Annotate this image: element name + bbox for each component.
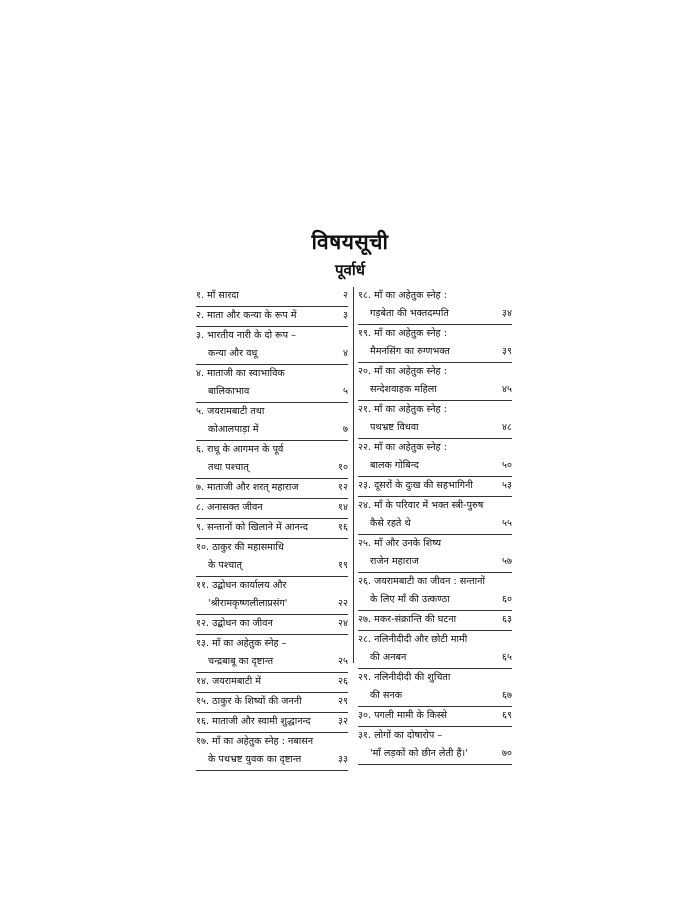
toc-page-number: ५७ [502,556,512,567]
toc-entry-line [358,497,512,515]
toc-page-number: ६९ [502,710,512,721]
toc-entry-text: बालिकाभाव [208,386,250,397]
toc-entry [196,615,348,635]
toc-entry [196,539,348,577]
toc-entry [196,307,348,327]
toc-entry-text: १३. माँ का अहेतुक स्नेह – [196,638,287,649]
toc-entry-line [196,499,348,517]
toc-entry-line [196,519,348,537]
toc-page-number: ३३ [338,754,348,765]
toc-entry-text: १०. ठाकुर की महासमाधि [196,542,284,553]
toc-page-number: ४ [343,348,348,359]
toc-entry-line [358,439,512,457]
toc-entry-line [358,669,512,687]
toc-entry-text: ३०. पगली मामी के किस्से [358,710,448,721]
toc-entry [358,325,512,363]
toc-page-number: ३२ [338,716,348,727]
toc-entry-text: चन्द्रबाबू का दृष्टान्त [208,656,274,667]
toc-entry [358,707,512,727]
toc-entry-text: २१. माँ का अहेतुक स्नेह : [358,404,447,415]
toc-page-number: १४ [338,502,348,513]
toc-entry-text: कन्या और वधू [208,348,258,359]
toc-page-number: ५ [343,386,348,397]
toc-entry-line [358,611,512,629]
toc-entry [196,577,348,615]
toc-entry-line [196,307,348,325]
toc-page-number: ७ [343,424,348,435]
toc-entry [196,479,348,499]
toc-entry-text: २९. नलिनीदीदी की शुचिता [358,672,451,683]
toc-entry-line [196,479,348,497]
toc-entry-line [196,673,348,691]
toc-entry-text: १७. माँ का अहेतुक स्नेह : नबासन [196,736,314,747]
toc-entry-text: १५. ठाकुर के शिष्यों की जननी [196,696,302,707]
toc-entry-text: २६. जयरामबाटी का जीवन : सन्तानों [358,576,485,587]
toc-entry-text: २३. दूसरों के दुःख की सहभागिनी [358,480,473,491]
toc-entry-text: तथा पश्चात् [208,462,249,473]
toc-entry-line [358,457,512,475]
toc-entry-text: २७. मकर-संक्रान्ति की घटना [358,614,457,625]
toc-page-number: १२ [338,482,348,493]
toc-page-number: १९ [338,560,348,571]
column-divider [353,287,354,663]
toc-entry-text: कैसे रहते थे [370,518,411,529]
page-title: विषयसूची [311,230,389,254]
toc-entry-text: 'श्रीरामकृष्णलीलाप्रसंग' [208,598,288,609]
toc-entry-line [358,727,512,745]
toc-entry-line [358,535,512,553]
toc-entry-line [358,573,512,591]
toc-entry-line [358,631,512,649]
toc-entry-text: पथभ्रष्ट विधवा [370,422,419,433]
toc-page-number: ५५ [502,518,512,529]
toc-entry-line [358,305,512,323]
toc-entry-text: २. माता और कन्या के रूप में [196,310,297,321]
toc-page-number: २९ [338,696,348,707]
toc-page-number: ७० [502,748,512,759]
toc-entry-text: ३१. लोगों का दोषारोप – [358,730,443,741]
toc-entry-text: १४. जयरामबाटी में [196,676,261,687]
toc-page-number: २६ [338,676,348,687]
toc-entry [196,635,348,673]
toc-entry [358,669,512,707]
toc-entry-text: ६. राधू के आगमन के पूर्व [196,444,284,455]
toc-entry [196,499,348,519]
toc-page-number: १६ [338,522,348,533]
toc-page-number: ५३ [502,480,512,491]
toc-page-number: ४८ [502,422,512,433]
section-subtitle: पूर्वार्ध [335,261,365,279]
toc-entry [358,727,512,765]
toc-entry [196,287,348,307]
toc-entry [358,535,512,573]
toc-entry [196,713,348,733]
toc-entry-text: 'माँ लड़कों को छीन लेती हैं।' [370,748,468,759]
toc-entry [358,477,512,497]
toc-entry-line [358,287,512,305]
toc-entry-text: १९. माँ का अहेतुक स्नेह : [358,328,447,339]
toc-entry-line [358,515,512,533]
toc-entry-line [196,693,348,711]
toc-entry-line [358,649,512,667]
toc-entry-line [358,343,512,361]
toc-entry-text: ७. माताजी और शरत् महाराज [196,482,299,493]
toc-entry-text: कोआलपाड़ा में [208,424,259,435]
toc-entry-line [358,363,512,381]
toc-entry-line [196,577,348,595]
toc-entry-line [358,553,512,571]
toc-entry-line [196,539,348,557]
toc-entry [358,611,512,631]
toc-entry-line [358,381,512,399]
toc-page-number: २५ [338,656,348,667]
toc-entry-text: गड़बेता की भक्तदम्पति [370,308,449,319]
toc-entry-text: ८. अनासक्त जीवन [196,502,263,513]
toc-entry-line [196,383,348,401]
toc-entry-line [358,477,512,495]
toc-entry [196,441,348,479]
toc-entry-line [196,635,348,653]
toc-entry-line [196,713,348,731]
toc-entry-line [196,365,348,383]
toc-entry-text: २२. माँ का अहेतुक स्नेह : [358,442,447,453]
toc-entry-text: ३. भारतीय नारी के दो रूप – [196,330,296,341]
toc-entry [196,519,348,539]
toc-entry-line [196,557,348,575]
toc-entry-text: १. माँ सारदा [196,290,239,301]
toc-page-number: ३९ [502,346,512,357]
toc-entry-line [196,653,348,671]
toc-entry-line [196,421,348,439]
toc-entry-line [196,327,348,345]
toc-entry [358,401,512,439]
toc-entry-line [358,707,512,725]
toc-entry [196,403,348,441]
toc-entry-text: ११. उद्बोधन कार्यालय और [196,580,287,591]
toc-entry-text: ५. जयरामबाटी तथा [196,406,265,417]
toc-entry-text: १६. माताजी और स्वामी शुद्धानन्द [196,716,311,727]
toc-entry-line [196,441,348,459]
toc-entry-text: के लिए माँ की उत्कण्ठा [370,594,450,605]
toc-entry-line [196,733,348,751]
entry-separator [196,770,348,771]
toc-entry [358,363,512,401]
toc-entry [196,693,348,713]
toc-entry-line [358,591,512,609]
toc-entry-text: १२. उद्बोधन का जीवन [196,618,273,629]
toc-entry-line [358,419,512,437]
toc-page-number: ६७ [502,690,512,701]
toc-entry [196,733,348,771]
toc-right-column [358,287,512,765]
toc-entry [358,631,512,669]
toc-entry-line [358,745,512,763]
toc-entry-line [196,345,348,363]
toc-page-number: ६५ [502,652,512,663]
toc-page-number: ६३ [502,614,512,625]
toc-entry [358,439,512,477]
toc-page-number: ४५ [502,384,512,395]
toc-entry [358,497,512,535]
toc-page-number: ६० [502,594,512,605]
toc-entry [196,327,348,365]
toc-page-number: ५० [502,460,512,471]
toc-entry [196,365,348,403]
toc-entry-text: २४. माँ के परिवार में भक्त स्त्री-पुरुष [358,500,484,511]
toc-page-number: २ [343,290,348,301]
toc-entry-text: २८. नलिनीदीदी और छोटी मामी [358,634,468,645]
toc-page-number: ३ [343,310,348,321]
toc-entry-text: मैमनसिंग का रुग्णभक्त [370,346,450,357]
toc-page-number: १० [338,462,348,473]
toc-entry-text: ४. माताजी का स्वाभाविक [196,368,285,379]
toc-left-column [196,287,348,771]
toc-entry-line [358,687,512,705]
toc-entry-line [196,615,348,633]
toc-entry-text: १८. माँ का अहेतुक स्नेह : [358,290,447,301]
toc-entry-text: के पश्चात् [208,560,242,571]
toc-entry-text: २५. माँ और उनके शिष्य [358,538,442,549]
toc-entry-line [196,459,348,477]
toc-entry-text: की सनक [370,690,403,701]
toc-entry [358,287,512,325]
toc-entry-line [196,403,348,421]
toc-entry-line [196,595,348,613]
toc-entry-text: ९. सन्तानों को खिलाने में आनन्द [196,522,308,533]
toc-page-number: २४ [338,618,348,629]
toc-entry [196,673,348,693]
toc-entry-line [196,751,348,769]
toc-entry-text: बालक गोबिन्द [370,460,419,471]
toc-entry-line [358,325,512,343]
toc-entry-text: के पथभ्रष्ट युवक का दृष्टान्त [208,754,302,765]
toc-page-number: २२ [338,598,348,609]
entry-separator [358,764,512,765]
toc-entry-line [358,401,512,419]
toc-entry-text: २०. माँ का अहेतुक स्नेह : [358,366,447,377]
toc-entry-text: की अनबन [370,652,407,663]
toc-entry-text: सन्देशवाहक महिला [370,384,437,395]
toc-page-number: ३४ [502,308,512,319]
toc-entry-line [196,287,348,305]
toc-entry [358,573,512,611]
toc-entry-text: राजेन महाराज [370,556,419,567]
